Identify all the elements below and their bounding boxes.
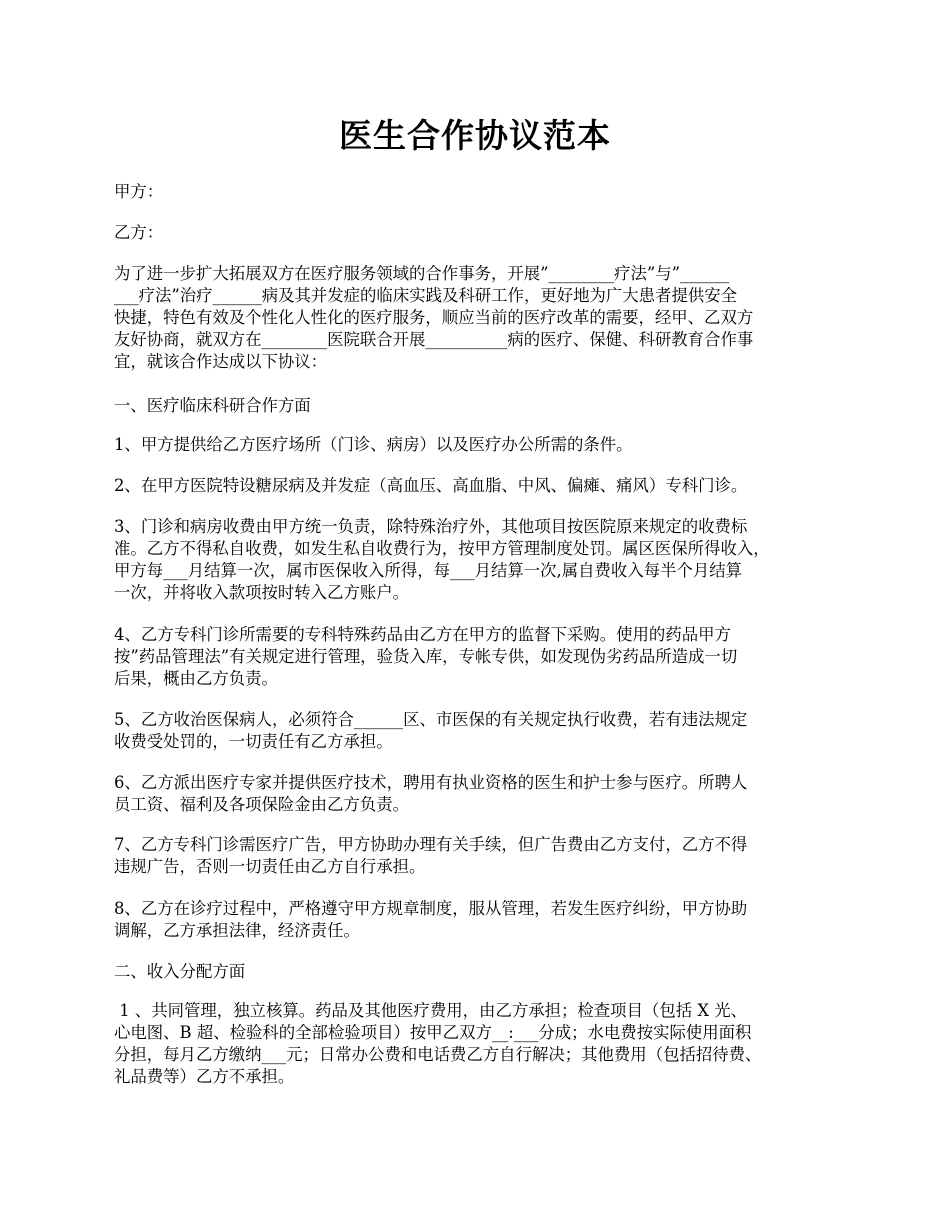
party-b-label: 乙方： bbox=[114, 223, 164, 242]
intro-line: ___疗法”治疗______病及其并发症的临床实践及科研工作，更好地为广大患者提供安全 bbox=[114, 286, 738, 305]
section-1-heading: 一、医疗临床科研合作方面 bbox=[114, 396, 311, 415]
clause-2: 2、在甲方医院特设糖尿病及并发症（高血压、高血脂、中风、偏瘫、痛风）专科门诊。 bbox=[114, 476, 748, 495]
clause-line: 收费受处罚的，一切责任有乙方承担。 bbox=[114, 732, 393, 751]
clause-line: 5、乙方收治医保病人，必须符合______区、市医保的有关规定执行收费，若有违法规定 bbox=[114, 710, 748, 729]
clause-line: 甲方每___月结算一次，属市医保收入所得，每___月结算一次,属自费收入每半个月结算 bbox=[114, 561, 743, 580]
clause-3 bbox=[114, 516, 842, 604]
clause-line: 后果，概由乙方负责。 bbox=[114, 669, 278, 688]
intro-line: 宜，就该合作达成以下协议： bbox=[114, 352, 328, 371]
clause-line: 礼品费等）乙方不承担。 bbox=[114, 1067, 295, 1086]
clause-line: 一次，并将收入款项按时转入乙方账户。 bbox=[114, 583, 410, 602]
clause-5 bbox=[114, 709, 842, 753]
clause-line: 3、门诊和病房收费由甲方统一负责，除特殊治疗外，其他项目按医院原来规定的收费标 bbox=[114, 517, 748, 536]
intro-line: 快捷，特色有效及个性化人性化的医疗服务，顺应当前的医疗改革的需要，经甲、乙双方 bbox=[114, 308, 754, 327]
clause-line: 分担，每月乙方缴纳___元；日常办公费和电话费乙方自行解决；其他费用（包括招待费、 bbox=[114, 1045, 762, 1064]
clause-line: 按”药品管理法”有关规定进行管理，验货入库，专帐专供，如发现伪劣药品所造成一切 bbox=[114, 647, 738, 666]
intro-line: 友好协商，就双方在________医院联合开展__________病的医疗、保健、科研教育合作事 bbox=[114, 330, 754, 349]
clause-line: 4、乙方专科门诊所需要的专科特殊药品由乙方在甲方的监督下采购。使用的药品甲方 bbox=[114, 625, 731, 644]
clause-line: 1 、共同管理，独立核算。药品及其他医疗费用，由乙方承担；检查项目（包括 X 光、 bbox=[114, 1001, 747, 1020]
clause-line: 违规广告，否则一切责任由乙方自行承担。 bbox=[114, 857, 426, 876]
clause-line: 7、乙方专科门诊需医疗广告，甲方协助办理有关手续，但广告费由乙方支付，乙方不得 bbox=[114, 835, 748, 854]
clause-line: 调解，乙方承担法律，经济责任。 bbox=[114, 921, 360, 940]
clause-2-1 bbox=[114, 1000, 842, 1088]
intro-paragraph bbox=[114, 263, 842, 373]
clause-6 bbox=[114, 772, 842, 816]
party-a-label: 甲方： bbox=[114, 182, 164, 201]
clause-8 bbox=[114, 898, 842, 942]
clause-1: 1、甲方提供给乙方医疗场所（门诊、病房）以及医疗办公所需的条件。 bbox=[114, 435, 633, 454]
clause-line: 准。乙方不得私自收费，如发生私自收费行为，按甲方管理制度处罚。属区医保所得收入， bbox=[114, 539, 770, 558]
section-2-heading: 二、收入分配方面 bbox=[114, 962, 246, 981]
clause-line: 心电图、B 超、检验科的全部检验项目）按甲乙双方__:___分成；水电费按实际使用面积 bbox=[114, 1023, 752, 1042]
clause-line: 8、乙方在诊疗过程中，严格遵守甲方规章制度，服从管理，若发生医疗纠纷，甲方协助 bbox=[114, 899, 748, 918]
clause-4 bbox=[114, 624, 842, 690]
intro-line: 为了进一步扩大拓展双方在医疗服务领域的合作事务，开展”________疗法”与”______ bbox=[114, 264, 730, 283]
clause-line: 6、乙方派出医疗专家并提供医疗技术，聘用有执业资格的医生和护士参与医疗。所聘人 bbox=[114, 773, 748, 792]
clause-line: 员工资、福利及各项保险金由乙方负责。 bbox=[114, 795, 410, 814]
clause-7 bbox=[114, 834, 842, 878]
document-title: 医生合作协议范本 bbox=[339, 116, 611, 155]
